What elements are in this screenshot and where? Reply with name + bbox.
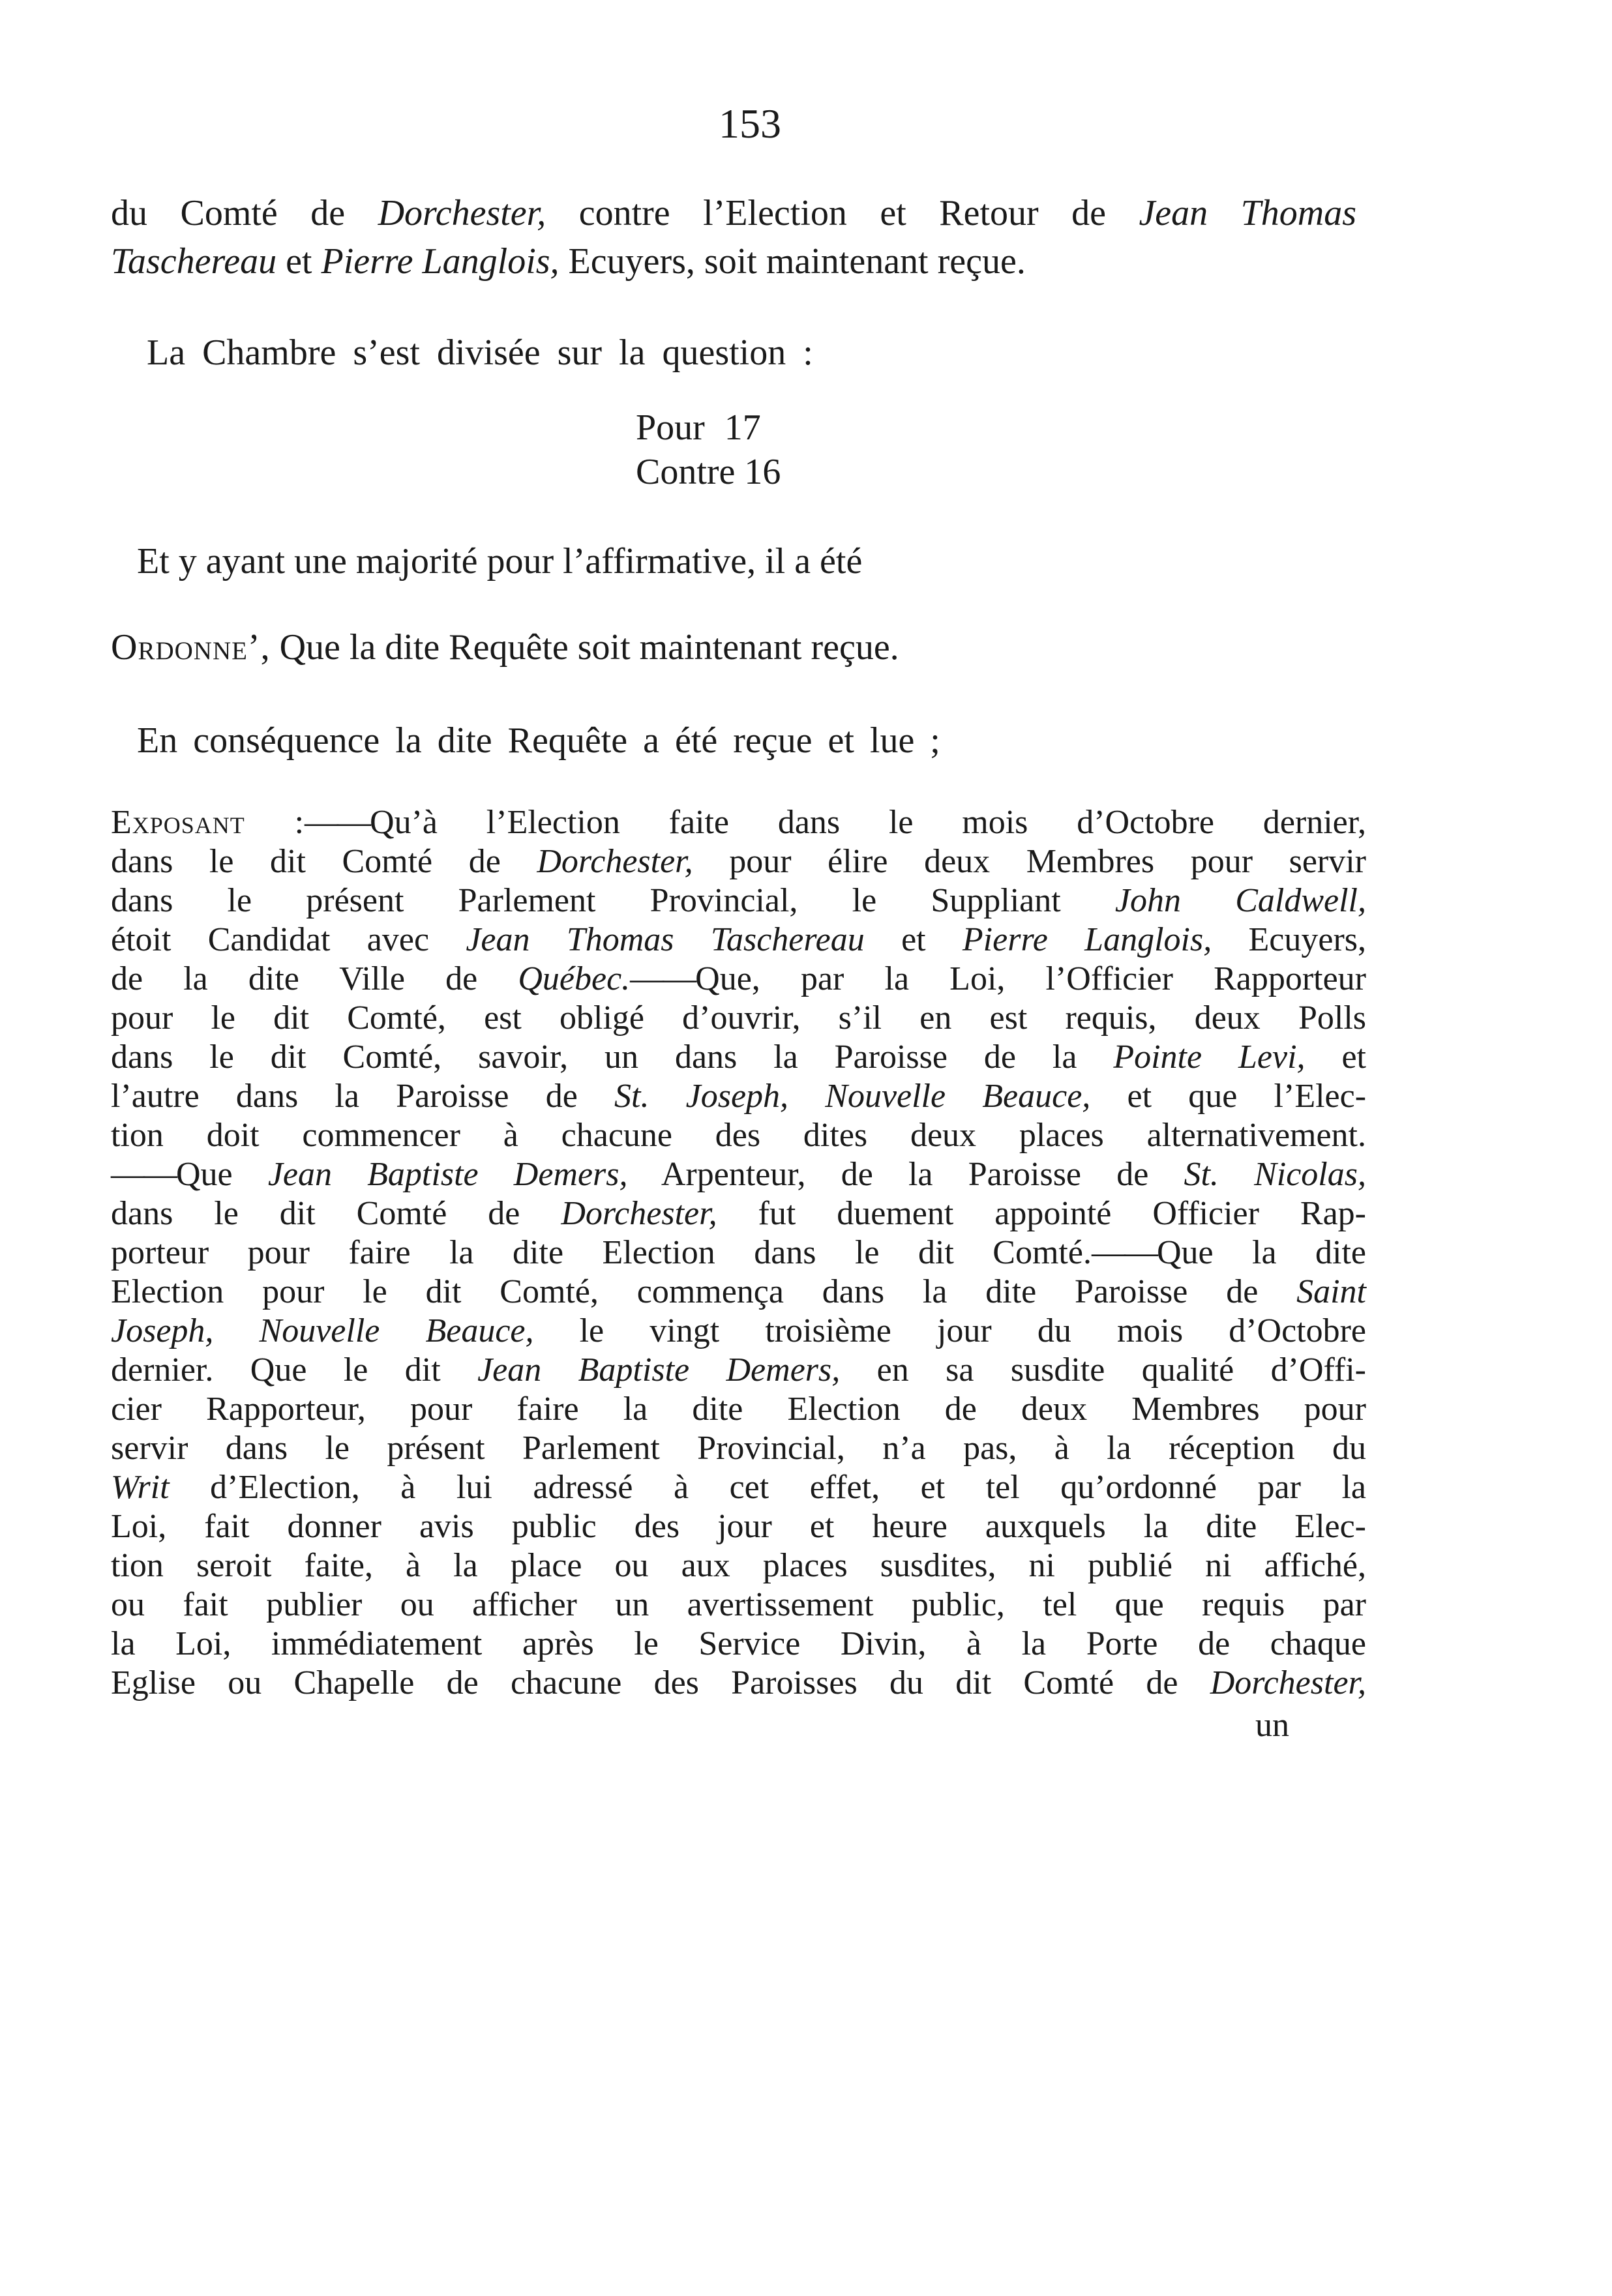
italic-run: Dorchester, [561,1195,717,1232]
text-run: dernier. Que le dit [111,1351,478,1389]
page-number: 153 [719,100,781,147]
italic-run: Pointe Levi, [1113,1038,1306,1076]
text-run: pour élire deux Membres pour servir [693,843,1366,880]
exposant-line [111,1312,1366,1351]
ordonne-word: Ordonne’, [111,627,271,668]
italic-run: Dorchester, [1210,1664,1366,1701]
text-run: Ecuyers, soit maintenant reçue. [559,241,1026,282]
text-run: Que la dite Requête soit maintenant reçue. [270,627,899,668]
ordonne-line [111,627,899,668]
text-run: la Loi, immédiatement après le Service Divin, à la Porte de chaque [111,1625,1366,1662]
exposant-line [111,1194,1366,1233]
text-run: Loi, fait donner avis public des jour et heure auxquels la dite Elec- [111,1508,1366,1545]
text-line [111,193,1356,233]
majority-line: Et y ayant une majorité pour l’affirmative, il a été [137,541,863,581]
italic-run: Dorchester, [378,193,546,233]
italic-run: St. Joseph, Nouvelle Beauce, [614,1078,1091,1115]
exposant-line [111,803,1366,842]
exposant-line [111,842,1366,881]
italic-run: Jean Baptiste Demers, [477,1351,841,1389]
text-run: servir dans le présent Parlement Provincial, n’a pas, à la réception du [111,1430,1366,1467]
text-line [111,241,1026,282]
italic-run: Jean Thomas Taschereau [466,921,865,958]
text-run: cier Rapporteur, pour faire la dite Election de deux Membres pour [111,1391,1366,1428]
exposant-line [111,881,1366,920]
text-run: l’autre dans la Paroisse de [111,1078,614,1115]
dash: —— [111,1156,176,1193]
exposant-line [111,1155,1366,1194]
italic-run: Dorchester, [537,843,693,880]
text-run: contre l’Election et Retour de [546,193,1139,233]
exposant-line [111,1507,1366,1546]
vote-contre [636,452,781,492]
text-run: Que, par la Loi, l’Officier Rapporteur [695,960,1367,997]
exposant-line [111,960,1366,999]
text-run: et [276,241,321,282]
exposant-line [111,1390,1366,1429]
vote-value: 16 [744,452,781,492]
text-run: ou fait publier ou afficher un avertissement public, tel que requis par [111,1586,1366,1623]
vote-label: Pour [636,407,705,448]
italic-run: Saint [1296,1273,1366,1310]
exposant-line [111,1116,1366,1155]
exposant-line [111,1468,1366,1507]
italic-run: Pierre Langlois, [321,241,560,282]
text-run: du Comté de [111,193,378,233]
text-run: de la dite Ville de [111,960,518,997]
exposant-line [111,1585,1366,1625]
exposant-line [111,999,1366,1038]
italic-run: Taschereau [111,241,277,282]
exposant-line [111,1077,1366,1116]
text-run: tion doit commencer à chacune des dites deux places alternativement. [111,1117,1366,1154]
italic-run: Writ [111,1469,170,1506]
text-run: Eglise ou Chapelle de chacune des Paroisses du dit Comté de [111,1664,1210,1701]
vote-pour [636,407,761,448]
exposant-line [111,1351,1366,1390]
exposant-line [111,1273,1366,1312]
text-run: en sa susdite qualité d’Offi- [840,1351,1366,1389]
text-run: et [864,921,963,958]
division-line: La Chambre s’est divisée sur la question : [147,332,813,373]
exposant-line [111,1664,1366,1703]
text-run: Qu’à l’Election faite dans le mois d’Octobre dernier, [370,804,1366,841]
text-run: porteur pour faire la dite Election dans le dit Comté. [111,1234,1092,1271]
exposant-word: Exposant : [111,804,305,841]
italic-run: Québec. [518,960,631,997]
exposant-line [111,1233,1366,1273]
exposant-line [111,1625,1366,1664]
exposant-line [111,1429,1366,1468]
catchword: un [1255,1707,1289,1744]
text-run: et [1305,1038,1366,1076]
exposant-line [111,1546,1366,1585]
dash: —— [1091,1234,1157,1271]
text-run: dans le dit Comté de [111,1195,561,1232]
vote-value: 17 [724,407,761,448]
text-run: Ecuyers, [1212,921,1366,958]
text-run: tion seroit faite, à la place ou aux places susdites, ni publié ni affiché, [111,1547,1366,1584]
italic-run: Jean Baptiste Demers, [267,1156,628,1193]
exposant-line [111,920,1366,960]
text-run: Arpenteur, de la Paroisse de [627,1156,1184,1193]
text-run: et que l’Elec- [1090,1078,1367,1115]
text-run: dans le dit Comté, savoir, un dans la Paroisse de la [111,1038,1114,1076]
text-run: Que la dite [1156,1234,1366,1271]
italic-run: John Caldwell, [1114,882,1366,919]
text-run: Que [176,1156,268,1193]
italic-run: Jean Thomas [1139,193,1356,233]
text-run: étoit Candidat avec [111,921,466,958]
italic-run: Joseph, Nouvelle Beauce, [111,1312,534,1349]
text-run: Election pour le dit Comté, commença dans la dite Paroisse de [111,1273,1297,1310]
vote-label: Contre [636,452,736,492]
text-run: pour le dit Comté, est obligé d’ouvrir, s’il en est requis, deux Polls [111,999,1366,1037]
text-run: le vingt troisième jour du mois d’Octobre [533,1312,1366,1349]
dash: —— [630,960,696,997]
italic-run: St. Nicolas, [1184,1156,1366,1193]
text-run: dans le présent Parlement Provincial, le Suppliant [111,882,1115,919]
italic-run: Pierre Langlois, [962,921,1212,958]
exposant-line [111,1038,1366,1077]
text-run: dans le dit Comté de [111,843,537,880]
text-run: d’Election, à lui adressé à cet effet, et tel qu’ordonné par la [169,1469,1366,1506]
text-run: fut duement appointé Officier Rap- [717,1195,1366,1232]
consequence-line: En conséquence la dite Requête a été reçue et lue ; [137,720,940,761]
dash: —— [305,804,370,841]
